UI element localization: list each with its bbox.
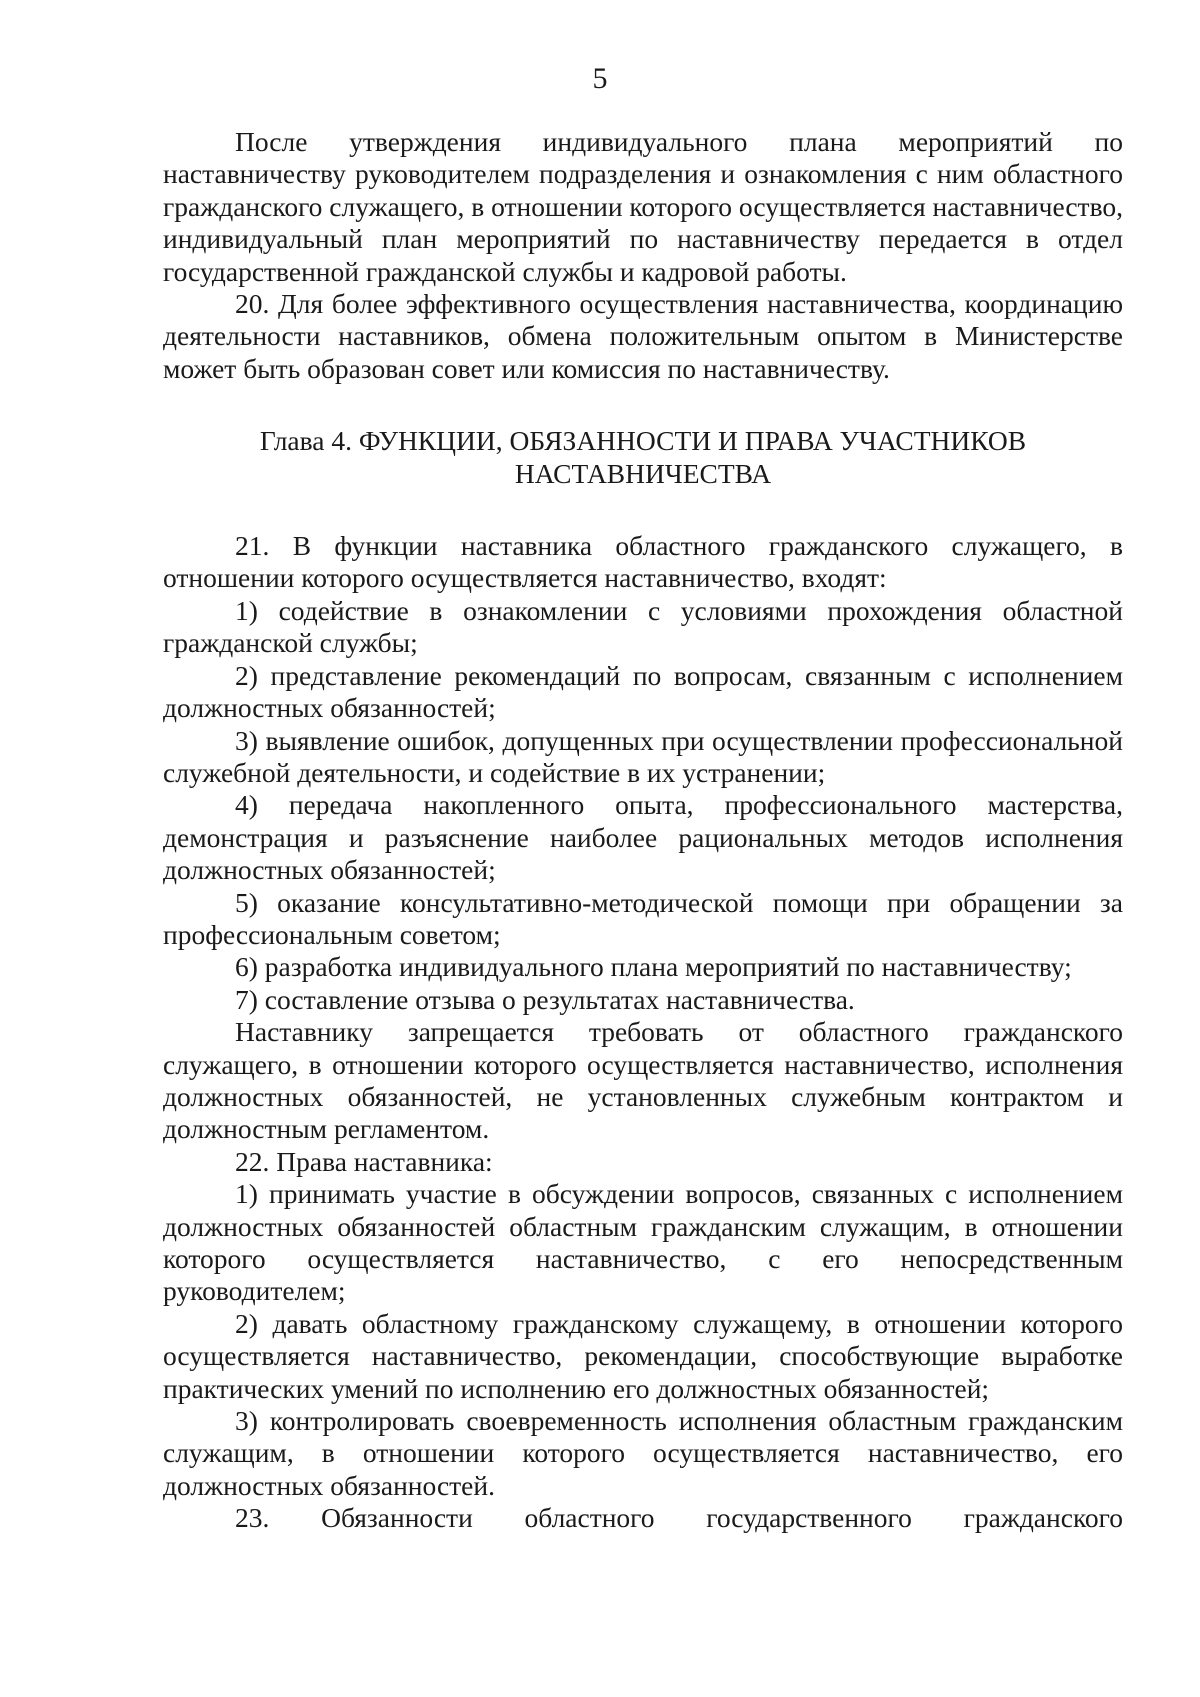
paragraph-item-21-6: 6) разработка индивидуального плана мероприятий по наставничеству; bbox=[235, 951, 1072, 983]
paragraph-item-20: 20. Для более эффективного осуществления наставничества, координацию деятельности наставников, обмена положительным опытом в Министерстве может быть образован совет или комиссия по наставничеству. bbox=[163, 288, 1123, 384]
paragraph-item-21-7: 7) составление отзыва о результатах наставничества. bbox=[235, 983, 855, 1015]
paragraph-item-23: 23. Обязанности областного государственного гражданского bbox=[235, 1502, 1123, 1534]
paragraph-item-22-3: 3) контролировать своевременность исполнения областным гражданским служащим, в отношении которого осуществляется наставничество, его должностных обязанностей. bbox=[163, 1405, 1123, 1501]
page-number: 5 bbox=[592, 62, 608, 95]
document-body bbox=[163, 126, 1123, 1535]
chapter-title: Глава 4. ФУНКЦИИ, ОБЯЗАННОСТИ И ПРАВА УЧАСТНИКОВ НАСТАВНИЧЕСТВА bbox=[259, 425, 1027, 489]
paragraph-item-22: 22. Права наставника: bbox=[235, 1145, 493, 1177]
paragraph-item-21-5: 5) оказание консультативно-методической помощи при обращении за профессиональным советом; bbox=[163, 886, 1123, 950]
paragraph-item-22-1: 1) принимать участие в обсуждении вопросов, связанных с исполнением должностных обязанностей областным гражданским служащим, в отношении которого осуществляется наставничество, с его непосредственным руководителем; bbox=[163, 1178, 1123, 1307]
paragraph-prohibition: Наставнику запрещается требовать от областного гражданского служащего, в отношении которого осуществляется наставничество, исполнения должностных обязанностей, не установленных служебным контрактом и должностным регламентом. bbox=[163, 1016, 1123, 1145]
paragraph-item-21-3: 3) выявление ошибок, допущенных при осуществлении профессиональной служебной деятельности, и содействие в их устранении; bbox=[163, 724, 1123, 788]
paragraph-item-21-4: 4) передача накопленного опыта, профессионального мастерства, демонстрация и разъяснение наиболее рациональных методов исполнения должностных обязанностей; bbox=[163, 789, 1123, 886]
paragraph-item-21: 21. В функции наставника областного гражданского служащего, в отношении которого осуществляется наставничество, входят: bbox=[163, 530, 1123, 594]
paragraph-item-21-1: 1) содействие в ознакомлении с условиями прохождения областной гражданской службы; bbox=[163, 594, 1123, 659]
paragraph-plan-approval: После утверждения индивидуального плана мероприятий по наставничеству руководителем подразделения и ознакомления с ним областного гражданского служащего, в отношении которого осуществляется наставничество, индивидуальный план мероприятий по наставничеству передается в отдел государственной гражданской службы и кадровой работы. bbox=[163, 126, 1123, 287]
paragraph-item-21-2: 2) представление рекомендаций по вопросам, связанным с исполнением должностных обязанностей; bbox=[163, 659, 1123, 724]
paragraph-item-22-2: 2) давать областному гражданскому служащему, в отношении которого осуществляется наставничество, рекомендации, способствующие выработке практических умений по исполнению его должностных обязанностей; bbox=[163, 1307, 1123, 1404]
